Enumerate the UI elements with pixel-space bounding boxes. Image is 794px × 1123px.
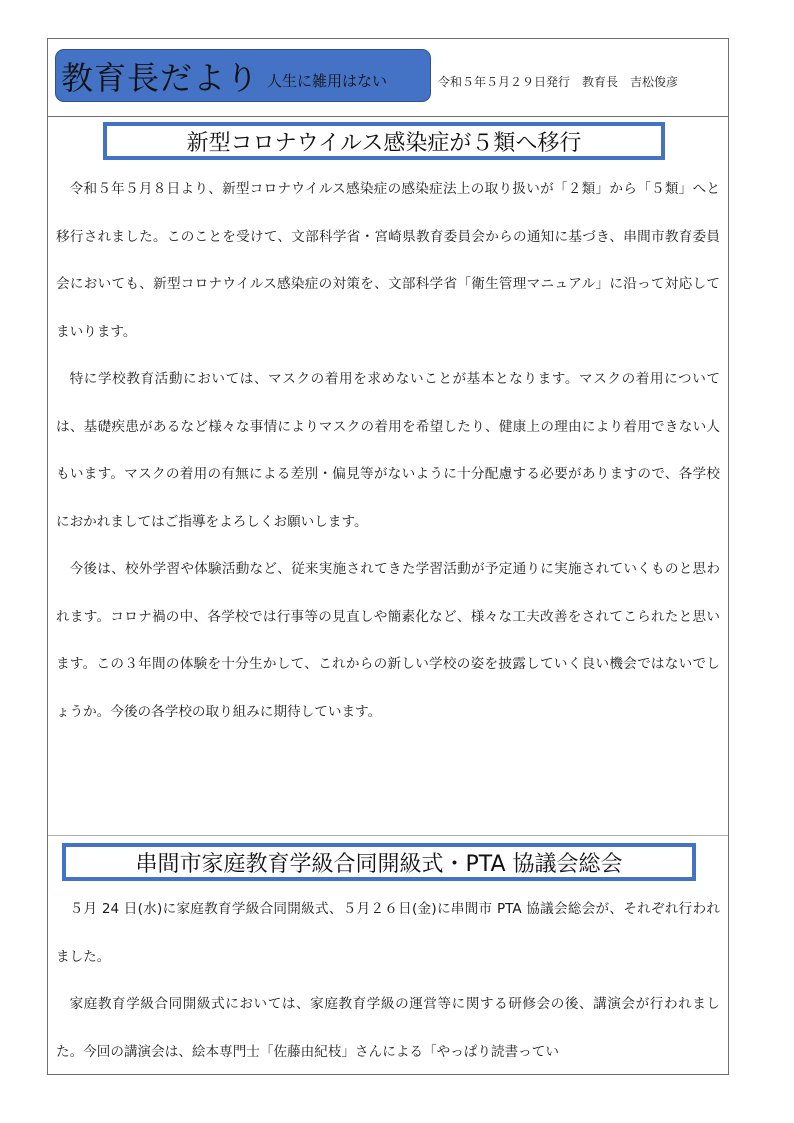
article-pta	[48, 836, 728, 1076]
article-headline: 新型コロナウイルス感染症が５類へ移行	[103, 122, 665, 160]
paragraph: 特に学校教育活動においては、マスクの着用を求めないことが基本となります。マスクの着用については、基礎疾患があるなど様々な事情によりマスクの着用を希望したり、健康上の理由により着用できない人もいます。マスクの着用の有無による差別・偏見等がないように十分配慮する必要がありますので、各学校におかれましてはご指導をよろしくお願いします。	[56, 371, 720, 530]
paragraph: 家庭教育学級合同開級式においては、家庭教育学級の運営等に関する研修会の後、講演会が行われました。今回の講演会は、絵本専門士「佐藤由紀枝」さんによる「やっぱり読書ってい	[56, 996, 720, 1060]
newsletter-header	[48, 39, 728, 117]
article-covid	[48, 116, 728, 836]
paragraph: 令和５年５月８日より、新型コロナウイルス感染症の感染症法上の取り扱いが「２類」から「５類」へと移行されました。このことを受けて、文部科学省・宮崎県教育委員会からの通知に基づき、串間市教育委員会においても、新型コロナウイルス感染症の対策を、文部科学省「衛生管理マニュアル」に沿って対応してまいります。	[56, 181, 720, 340]
article-body	[56, 886, 720, 1076]
newsletter-frame	[47, 38, 729, 1075]
paragraph: ５月 24 日(水)に家庭教育学級合同開級式、５月２６日(金)に串間市 PTA 協議会総会が、それぞれ行われました。	[56, 901, 720, 965]
issue-info: 令和５年５月２９日発行 教育長 吉松俊彦	[438, 75, 679, 89]
newsletter-subtitle: 人生に雑用はない	[267, 72, 388, 90]
newsletter-title: 教育長だより	[61, 58, 260, 97]
title-banner	[55, 49, 431, 102]
article-body	[56, 166, 720, 736]
paragraph: 今後は、校外学習や体験活動など、従来実施されてきた学習活動が予定通りに実施されていくものと思われます。コロナ禍の中、各学校では行事等の見直しや簡素化など、様々な工夫改善をされてこられたと思います。この３年間の体験を十分生かして、これからの新しい学校の姿を披露していく良い機会ではないでしょうか。今後の各学校の取り組みに期待しています。	[56, 561, 720, 720]
article-headline: 串間市家庭教育学級合同開級式・PTA 協議会総会	[62, 843, 696, 881]
